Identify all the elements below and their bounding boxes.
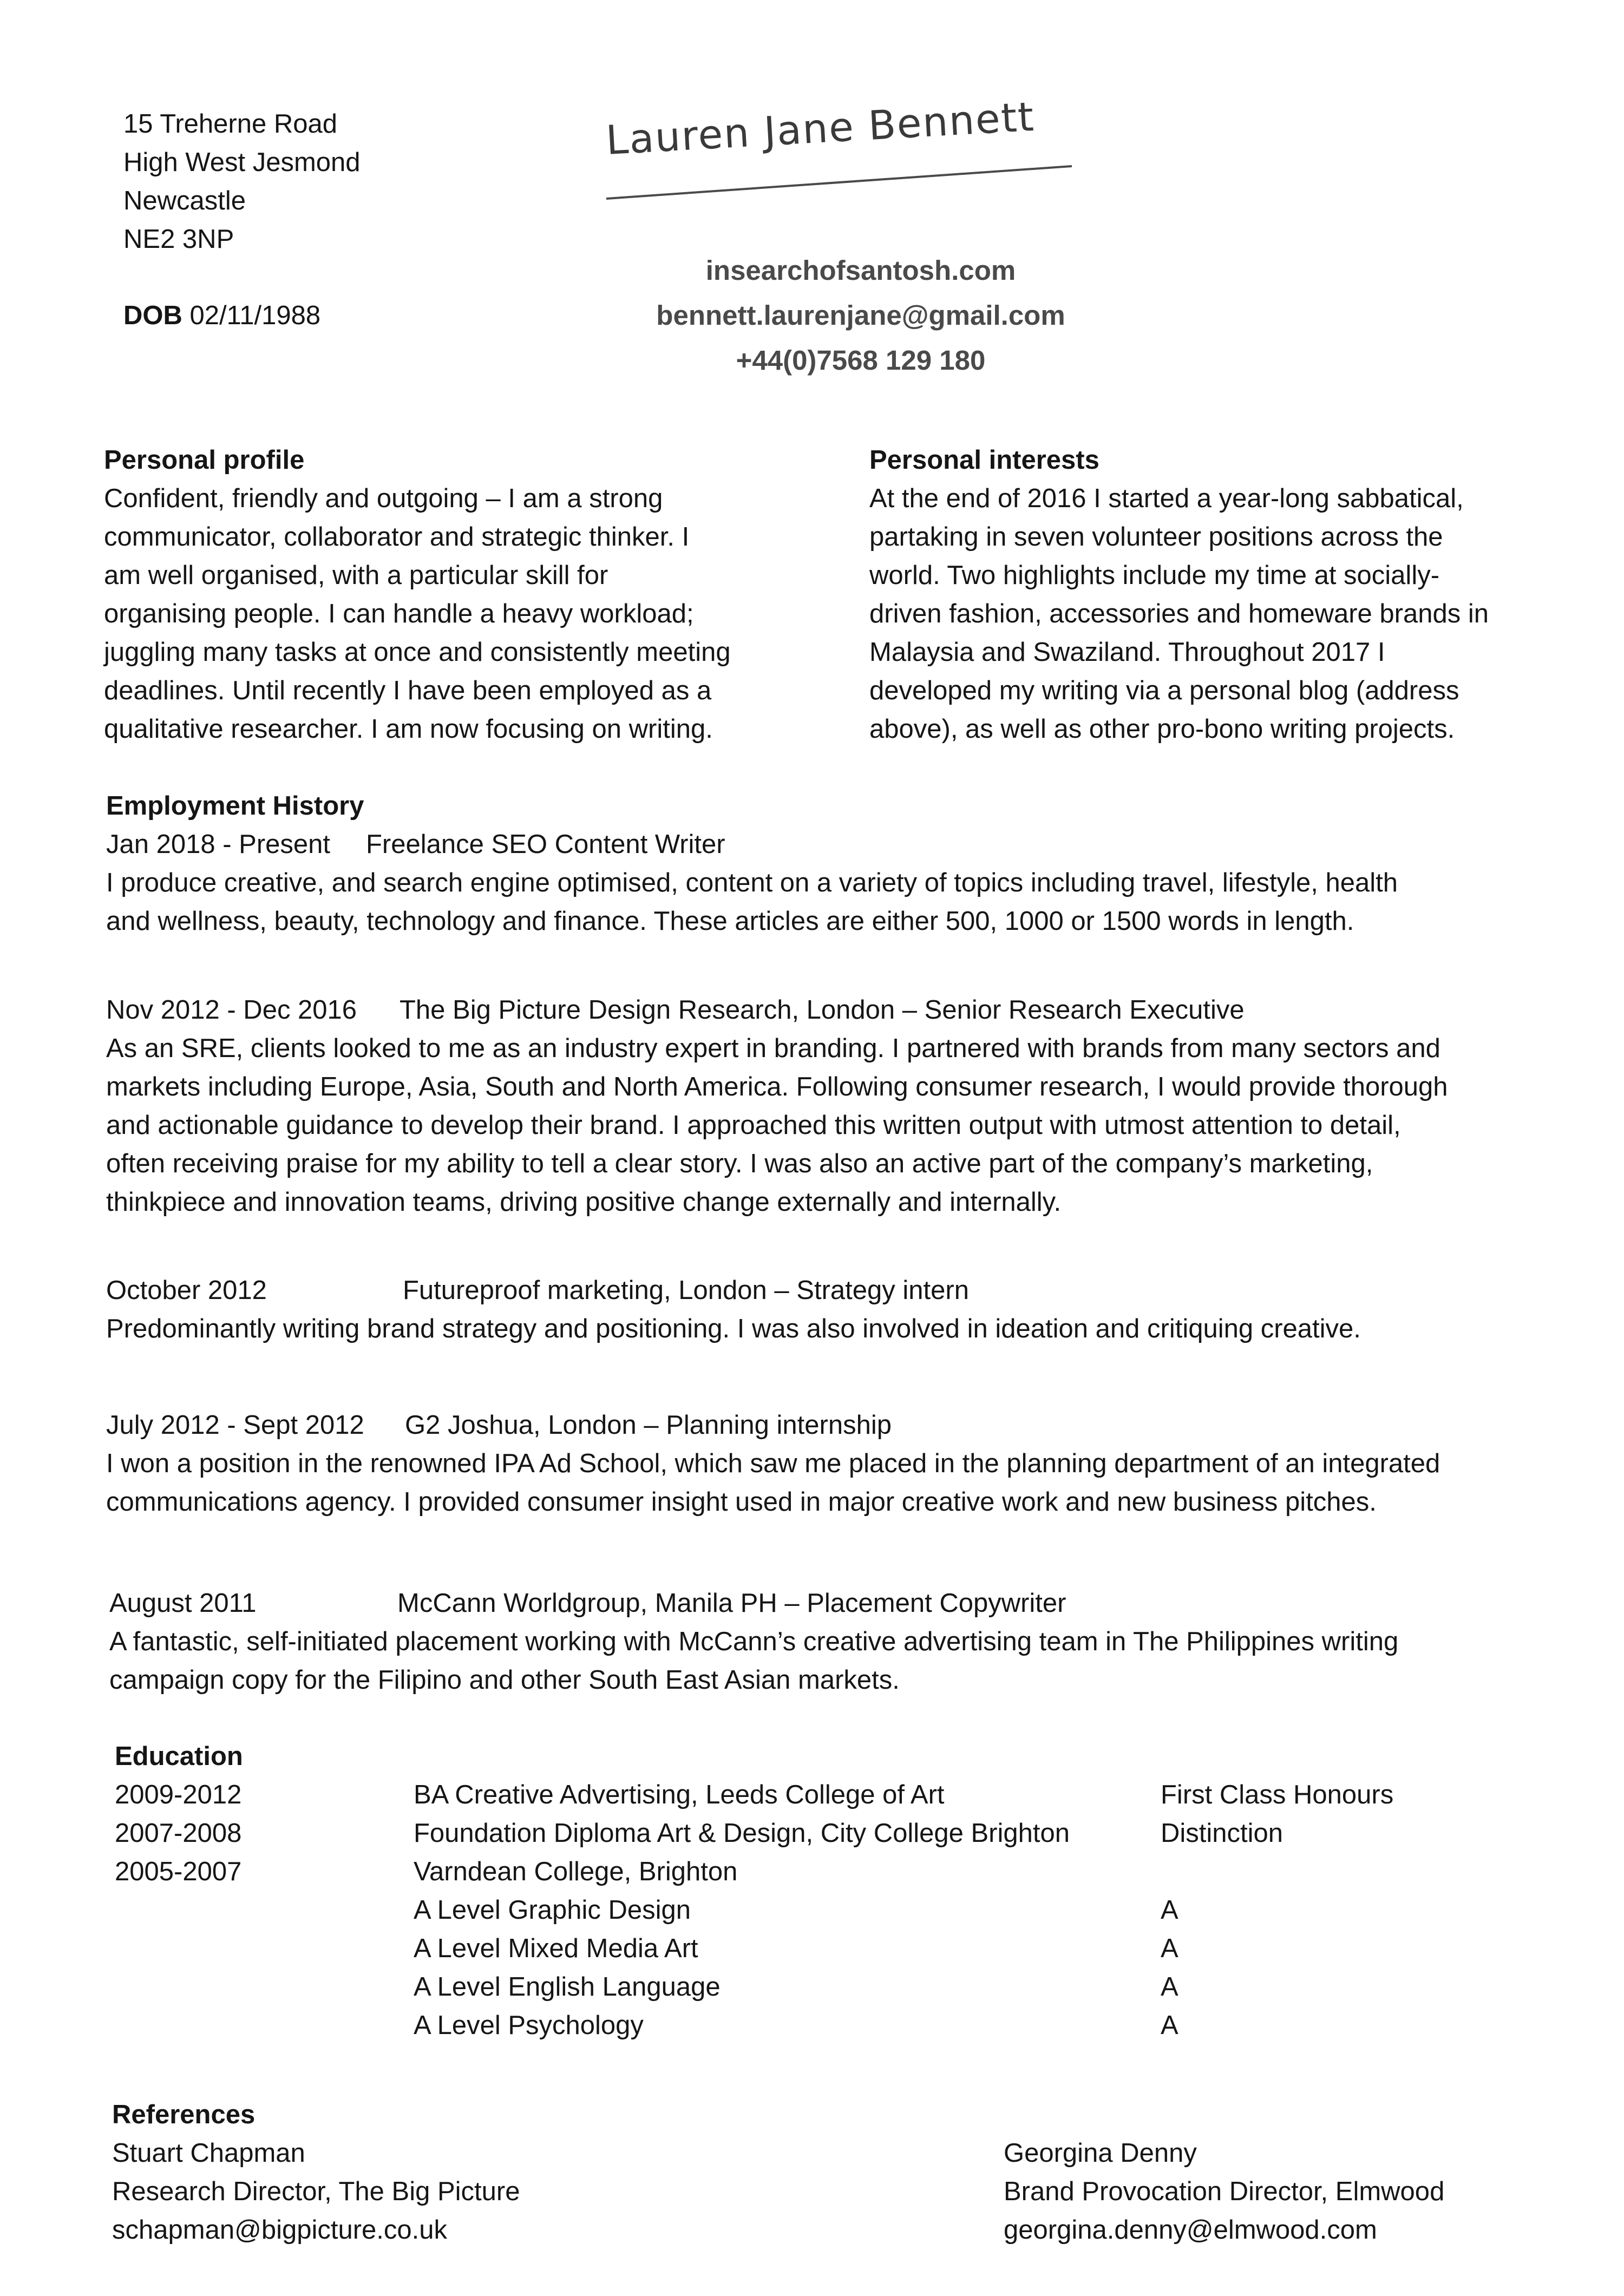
text-line: partaking in seven volunteer positions across the (869, 522, 1443, 552)
education-row (115, 1853, 1522, 1891)
candidate-name: Lauren Jane Bennett (605, 93, 1036, 165)
education-result: A (1161, 2011, 1178, 2040)
name-signature (601, 93, 1088, 203)
education-row (115, 1930, 1522, 1968)
dob-label: DOB (123, 301, 182, 330)
job-header (109, 1584, 1538, 1623)
text-line: deadlines. Until recently I have been employed as a (104, 676, 712, 705)
employment-heading: Employment History (106, 791, 364, 821)
job-role: The Big Picture Design Research, London – Senior Research Executive (400, 995, 1245, 1025)
job-role: Freelance SEO Content Writer (366, 830, 725, 859)
reference-name: Georgina Denny (1004, 2138, 1197, 2168)
reference-card (112, 2134, 520, 2249)
education-row (115, 1891, 1522, 1930)
job-header (106, 991, 1535, 1029)
text-line: world. Two highlights include my time at socially- (869, 561, 1440, 590)
education-course: BA Creative Advertising, Leeds College of Art (414, 1780, 945, 1809)
references-section (112, 2096, 1574, 2258)
reference-card (1004, 2134, 1444, 2249)
job-role: McCann Worldgroup, Manila PH – Placement Copywriter (397, 1589, 1066, 1618)
text-line: and actionable guidance to develop their brand. I approached this written output with utmost attention to detail, (106, 1111, 1401, 1140)
text-line: communicator, collaborator and strategic thinker. I (104, 522, 690, 552)
reference-email[interactable]: georgina.denny@elmwood.com (1004, 2215, 1377, 2245)
address-line: 15 Treherne Road (123, 109, 337, 139)
phone-number: +44(0)7568 129 180 (736, 345, 986, 376)
education-result: Distinction (1161, 1819, 1284, 1848)
text-line: Malaysia and Swaziland. Throughout 2017 I (869, 638, 1385, 667)
text-line: markets including Europe, Asia, South and North America. Following consumer research, I would provide thorough (106, 1072, 1448, 1101)
text-line: A fantastic, self-initiated placement working with McCann’s creative advertising team in The Philippines writing (109, 1627, 1399, 1656)
address-line: High West Jesmond (123, 148, 361, 177)
text-line: I won a position in the renowned IPA Ad School, which saw me placed in the planning department of an integrated (106, 1449, 1440, 1478)
text-line: Predominantly writing brand strategy and positioning. I was also involved in ideation and critiquing creative. (106, 1314, 1361, 1343)
education-row (115, 1776, 1522, 1814)
job-date: October 2012 (106, 1276, 267, 1305)
job-header (106, 825, 1535, 864)
job-entry (109, 1584, 1538, 1700)
section-heading: Personal interests (869, 445, 1099, 475)
text-line: Confident, friendly and outgoing – I am a strong (104, 484, 663, 513)
education-years: 2005-2007 (115, 1857, 242, 1886)
text-line: am well organised, with a particular skill for (104, 561, 608, 590)
job-entry (106, 1271, 1535, 1348)
text-line: developed my writing via a personal blog (address (869, 676, 1459, 705)
job-date: Nov 2012 - Dec 2016 (106, 995, 357, 1025)
address-block (123, 105, 361, 259)
education-course: Varndean College, Brighton (414, 1857, 738, 1886)
text-line: above), as well as other pro-bono writing projects. (869, 714, 1455, 744)
personal-interests-section (869, 441, 1589, 749)
text-line: organising people. I can handle a heavy workload; (104, 599, 694, 628)
text-line: campaign copy for the Filipino and other South East Asian markets. (109, 1665, 900, 1695)
education-course: A Level Graphic Design (414, 1895, 691, 1925)
job-date: July 2012 - Sept 2012 (106, 1411, 364, 1440)
job-entry (106, 825, 1535, 941)
education-row (115, 1814, 1522, 1853)
reference-email[interactable]: schapman@bigpicture.co.uk (112, 2215, 448, 2245)
job-entry (106, 991, 1535, 1222)
job-role: G2 Joshua, London – Planning internship (405, 1411, 892, 1440)
website-link[interactable]: insearchofsantosh.com (705, 255, 1016, 286)
text-line: and wellness, beauty, technology and finance. These articles are either 500, 1000 or 1500 words in length. (106, 907, 1354, 936)
dob-value: 02/11/1988 (189, 301, 321, 330)
education-course: A Level English Language (414, 1972, 721, 2002)
education-result: A (1161, 1972, 1178, 2002)
education-years: 2009-2012 (115, 1780, 242, 1809)
address-line: NE2 3NP (123, 225, 234, 254)
text-line: juggling many tasks at once and consistently meeting (104, 638, 731, 667)
job-entry (106, 1406, 1535, 1521)
section-heading: Education (115, 1742, 243, 1771)
text-line: I produce creative, and search engine optimised, content on a variety of topics including travel, lifestyle, health (106, 868, 1398, 897)
education-result: A (1161, 1934, 1178, 1963)
job-date: August 2011 (109, 1589, 257, 1618)
text-line: qualitative researcher. I am now focusing on writing. (104, 714, 713, 744)
text-line: communications agency. I provided consumer insight used in major creative work and new business pitches. (106, 1487, 1377, 1517)
text-line: driven fashion, accessories and homeware brands in (869, 599, 1489, 628)
job-header (106, 1271, 1535, 1310)
education-result: First Class Honours (1161, 1780, 1394, 1809)
job-date: Jan 2018 - Present (106, 830, 331, 859)
education-result: A (1161, 1895, 1178, 1925)
education-row (115, 1968, 1522, 2006)
education-course: Foundation Diploma Art & Design, City College Brighton (414, 1819, 1070, 1848)
address-line: Newcastle (123, 186, 246, 215)
job-header (106, 1406, 1535, 1445)
reference-name: Stuart Chapman (112, 2138, 305, 2168)
section-heading: Personal profile (104, 445, 305, 475)
reference-role: Research Director, The Big Picture (112, 2177, 520, 2206)
name-underline (601, 106, 1088, 203)
contact-block (563, 248, 1158, 383)
education-course: A Level Psychology (414, 2011, 644, 2040)
education-years: 2007-2008 (115, 1819, 242, 1848)
email-link[interactable]: bennett.laurenjane@gmail.com (656, 300, 1065, 331)
date-of-birth (123, 297, 320, 335)
education-section (115, 1737, 1522, 2045)
education-course: A Level Mixed Media Art (414, 1934, 698, 1963)
text-line: often receiving praise for my ability to tell a clear story. I was also an active part of the company’s marketing, (106, 1149, 1373, 1178)
reference-role: Brand Provocation Director, Elmwood (1004, 2177, 1445, 2206)
text-line: As an SRE, clients looked to me as an industry expert in branding. I partnered with brands from many sectors and (106, 1034, 1440, 1063)
education-row (115, 2006, 1522, 2045)
job-role: Futureproof marketing, London – Strategy intern (403, 1276, 969, 1305)
text-line: thinkpiece and innovation teams, driving positive change externally and internally. (106, 1188, 1062, 1217)
personal-profile-section (104, 441, 824, 749)
section-heading: References (112, 2100, 256, 2129)
text-line: At the end of 2016 I started a year-long sabbatical, (869, 484, 1464, 513)
